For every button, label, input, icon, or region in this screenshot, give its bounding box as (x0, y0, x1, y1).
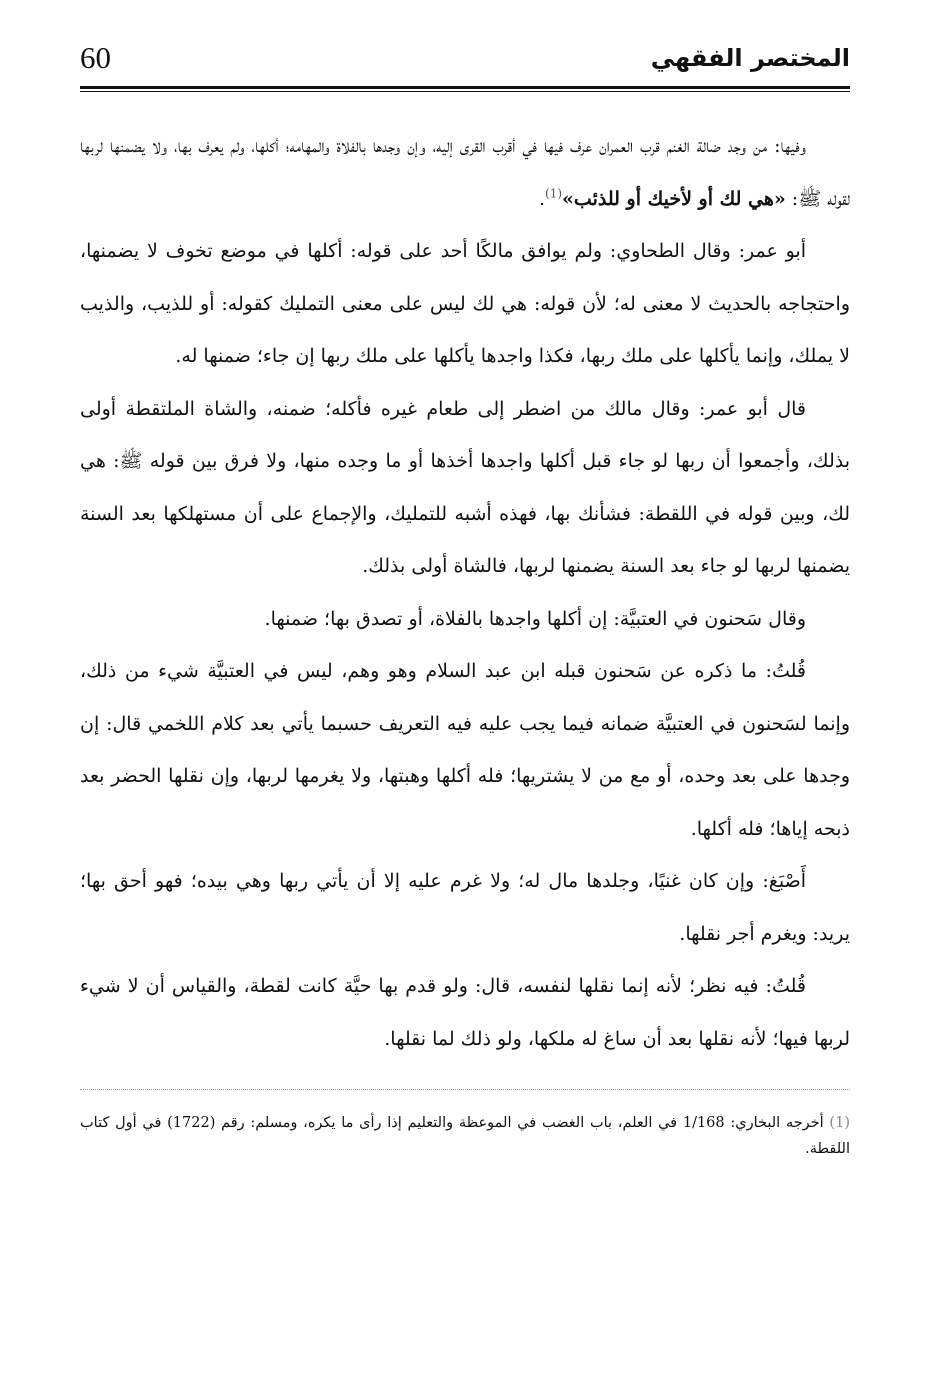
footnotes (80, 1110, 850, 1162)
paragraph-1-end: . (538, 187, 546, 210)
paragraph-7: قُلتُ: فيه نظر؛ لأنه إنما نقلها لنفسه، قال: ولو قدم بها حيَّة كانت لقطة، والقياس أن لا شيء لربها فيها؛ لأنه نقلها بعد أن ساغ له ملكها، ولو ذلك لما نقلها. (80, 975, 850, 1050)
main-text (80, 120, 850, 1065)
footnote-1 (80, 1110, 850, 1162)
paragraph-1-text: وفيها: من وجد ضالة الغنم قرب العمران عرف فيها في أقرب القرى إليه، وإن وجدها بالفلاة والمهامه؛ أكلها، ولم يعرف بها، ولا يضمنها لربها لقوله ﷺ: (80, 135, 850, 210)
paragraph-3: قال أبو عمر: وقال مالك من اضطر إلى طعام غيره فأكله؛ ضمنه، والشاة الملتقطة أولى بذلك، وأجمعوا أن ربها لو جاء قبل أكلها واجدها أخذها أو ما وجده منها، ولا فرق بين قوله ﷺ: هي لك، وبين قوله في اللقطة: فشأنك بها، فهذه أشبه للتمليك، والإجماع على أن مستهلكها بعد السنة يضمنها لربها لو جاء بعد السنة يضمنها لربها، فالشاة أولى بذلك. (80, 397, 850, 577)
hadith-quote: «هي لك أو لأخيك أو للذئب» (562, 187, 786, 210)
page-number: 60 (80, 40, 111, 75)
book-page (80, 36, 850, 1162)
header-rule (80, 86, 850, 92)
footnote-separator (80, 1089, 850, 1090)
paragraph-2: أبو عمر: وقال الطحاوي: ولم يوافق مالكًا أحد على قوله: أكلها في موضع تخوف لا يضمنها، واحتجاجه بالحديث لا معنى له؛ لأن قوله: هي لك ليس على معنى التمليك كقوله: أو للذيب، والذيب لا يملك، وإنما يأكلها على ملك ربها، فكذا واجدها يأكلها على ملك ربها إن جاء؛ ضمنها له. (80, 240, 850, 367)
footnote-marker: (1) (545, 186, 563, 201)
paragraph-6: أَصْبَغ: وإن كان غنيًا، وجلدها مال له؛ ولا غرم عليه إلا أن يأتي ربها وهي بيده؛ فهو أحق بها؛ يريد: ويغرم أجر نقلها. (80, 870, 850, 945)
running-header (80, 36, 850, 86)
paragraph-4: وقال سَحنون في العتبيَّة: إن أكلها واجدها بالفلاة، أو تصدق بها؛ ضمنها. (264, 607, 806, 630)
footnote-text: أخرجه البخاري: 1/168 في العلم، باب الغضب في الموعظة والتعليم إذا رأى ما يكره، ومسلم: رقم (1722) في أول كتاب اللقطة. (80, 1115, 850, 1157)
paragraph-1 (80, 120, 850, 225)
footnote-number: (1) (829, 1115, 850, 1131)
paragraph-5: قُلتُ: ما ذكره عن سَحنون قبله ابن عبد السلام وهو وهم، ليس في العتبيَّة شيء من ذلك، وإنما لسَحنون في العتبيَّة ضمانه فيما يجب عليه فيه التعريف حسبما يأتي بعد كلام اللخمي قال: إن وجدها على بعد وحده، أو مع من لا يشتريها؛ فله أكلها وهبتها، ولا يغرمها لربها، وإن نقلها الحضر بعد ذبحه إياها؛ فله أكلها. (80, 660, 850, 840)
book-title: المختصر الفقهي (650, 44, 850, 72)
